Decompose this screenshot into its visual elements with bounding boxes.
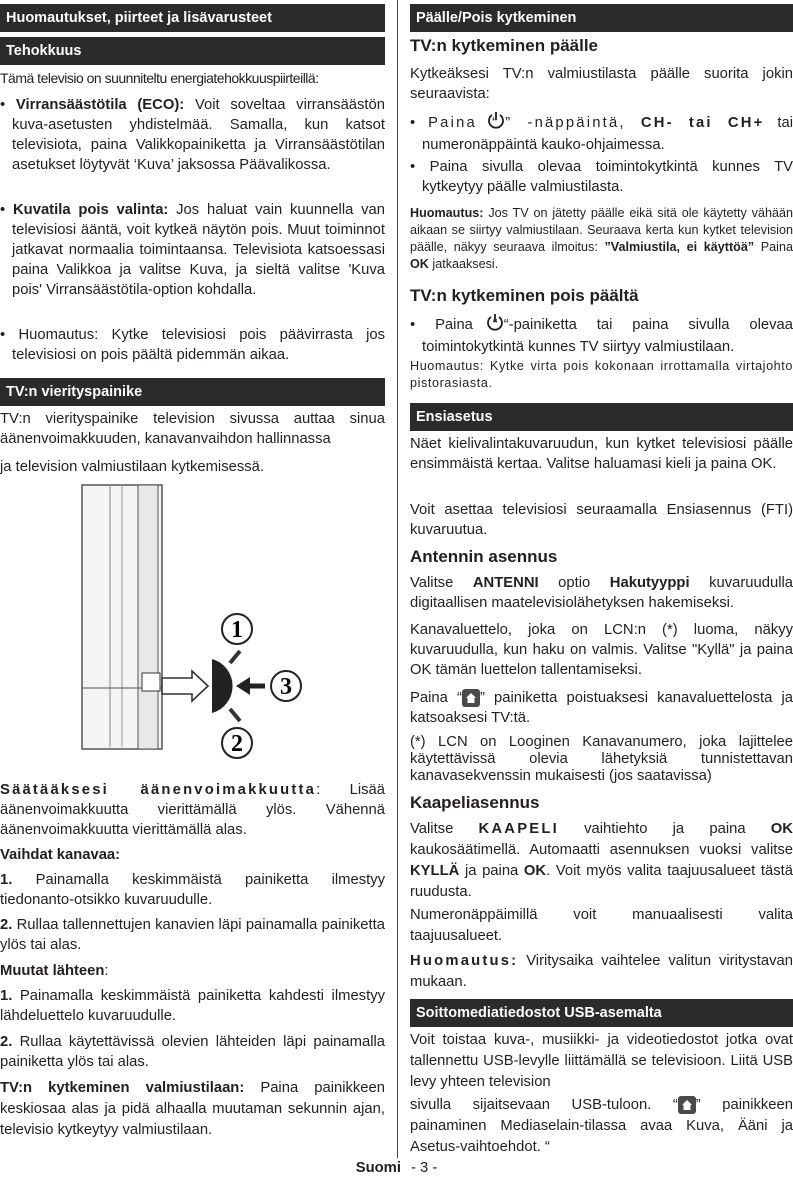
switch-on-intro: Kytkeäksesi TV:n valmiustilasta päälle suorita jokin seuraavista:: [410, 66, 793, 102]
eco-mode-title: Virransäästötila (ECO):: [15, 97, 185, 113]
antenna-paragraph-1: Valitse ANTENNI optio Hakutyyppi kuvaruudulla digitaallisen maatelevisiolähetyksen hakemiseksi.: [410, 575, 793, 611]
section-header-efficiency: Tehokkuus: [0, 37, 385, 65]
switch-on-bullet-2: • Paina sivulla olevaa toimintokytkintä kunnes TV kytkeytyy päälle valmiustilasta.: [410, 159, 793, 195]
section-header-power: Päälle/Pois kytkeminen: [410, 4, 793, 32]
channel-step-1: 1. Painamalla keskimmäistä painiketta ilmestyy tiedonanto-otsikko kuvaruudulle.: [0, 872, 385, 908]
scroll-button-diagram: [80, 483, 320, 763]
power-note-text: Huomautus: Kytke televisiosi pois päävirrasta jos televisiosi on pois päältä pidemmän aikaa.: [12, 327, 385, 363]
volume-title: Säätääksesi äänenvoimakkuutta: [0, 782, 317, 798]
source-step-1: 1. Painamalla keskimmäistä painiketta kahdesti ilmestyy lähdeluettelo kuvaruudulle.: [0, 988, 385, 1024]
picture-off-bullet: • Kuvatila pois valinta: Jos haluat vain kuunnella van televisiosi ääntä, voit kytkeä näytön pois. Muut toiminnot jatkavat normaalia toimintaansa. Televisiota katsoessasi paina Valikkoa ja valitse Kuva, ja sieltä valitse 'Kuva pois' Virransäästötila-option kohdalla.: [0, 202, 386, 298]
cable-paragraph-2: Numeronäppäimillä voit manuaalisesti valita taajuusalueet.: [410, 907, 793, 944]
volume-paragraph: [0, 780, 385, 840]
heading-antenna: Antennin asennus: [410, 547, 558, 566]
heading-cable: Kaapeliasennus: [410, 793, 540, 812]
switch-off-note: Huomautus: Kytke virta pois kokonaan irrottamalla virtajohto pistorasiasta.: [410, 359, 793, 390]
home-icon: [678, 1096, 696, 1114]
scroll-intro-2: ja television valmiustilaan kytkemisessä.: [0, 459, 264, 475]
section-header-notes: Huomautukset, piirteet ja lisävarusteet: [0, 4, 385, 32]
standby-note: Huomautus: Jos TV on jätetty päälle eikä sitä ole käytetty vähään aikaan se siirtyy valmiustilaan. Seuraava kerta kun kytket television päälle, näkyy seuraava ilmoitus: ”Valmiustila, ei käyttöä” Paina OK jatkaaksesi.: [410, 206, 793, 271]
channel-step-2: 2. Rullaa tallennettujen kanavien läpi painamalla painiketta ylös tai alas.: [0, 917, 385, 953]
standby-paragraph: TV:n kytkeminen valmiustilaan: Paina painikkeen keskiosaa alas ja pidä alhaalla muutaman sekunnin ajan, televisio kytkeytyy valmiustilaan.: [0, 1080, 385, 1138]
switch-off-bullet: • Paina “ “-painiketta tai paina sivulla olevaa toimintokytkintä kunnes TV siirtyy valmiustilaan.: [410, 313, 793, 357]
page-footer: [0, 1160, 793, 1176]
lcn-note: (*) LCN on Looginen Kanavanumero, joka lajittelee käytettävissä olevia lähetyksiä tunnistettavan kanavasekvenssin mukaisesti (jos saatavissa): [410, 734, 793, 784]
cable-paragraph-3: Huomautus: Viritysaika vaihtelee valitun viritystavan mukaan.: [410, 953, 793, 990]
eco-mode-text: Voit soveltaa virransäästön kuva-asetusten yhdistelmää. Samalla, kun katsot televisiota, paina Valikkopainiketta ja Virransäästötilan asetukset löytyvät ‘Kuva’ jaksossa Päävalikossa.: [12, 97, 386, 173]
antenna-paragraph-2: Kanavaluettelo, joka on LCN:n (*) luoma, näkyy kuvaruudulla, kun haku on valmis. Valitse "Kyllä" ja paina OK tämän luettelon tallentamiseksi.: [410, 622, 793, 678]
diagram-label-1: 1: [231, 617, 243, 643]
heading-switch-on: TV:n kytkeminen päälle: [410, 36, 599, 55]
source-step-2: 2. Rullaa käytettävissä olevien lähteiden läpi painamalla painiketta ylös tai alas.: [0, 1034, 385, 1070]
diagram-label-3: 3: [280, 674, 292, 700]
picture-off-title: Kuvatila pois valinta:: [12, 202, 169, 218]
section-header-first-setup: Ensiasetus: [410, 403, 793, 431]
antenna-paragraph-3: Paina “ ” painiketta poistuaksesi kanavaluettelosta ja katsoaksesi TV:tä.: [410, 690, 793, 726]
picture-off-text: Jos haluat vain kuunnella van televisiosi ääntä, voit kytkeä näytön pois. Muut toiminnot jatkavat normaalia toimintaansa. Televisiota katsoessasi paina Valikkoa ja valitse Kuva, ja sieltä valitse 'Kuva pois' Virransäästötila-option kohdalla.: [12, 202, 386, 298]
footer-language: Suomi: [355, 1160, 401, 1176]
fti-paragraph-2: Voit asettaa televisiosi seuraamalla Ensiasennus (FTI) kuvaruutua.: [410, 502, 793, 538]
diagram-label-2: 2: [231, 731, 243, 757]
cable-paragraph-1: Valitse KAAPELI vaihtiehto ja paina OK kaukosäätimellä. Automaatti asennuksen vuoksi valitse KYLLÄ ja paina OK. Voit myös valita taajuusalueet tästä ruudusta.: [410, 821, 793, 900]
scroll-intro-1: TV:n vierityspainike television sivussa auttaa sinua äänenvoimakkuuden, kanavanvaihdon hallinnassa: [0, 411, 385, 447]
column-divider: [397, 0, 398, 1158]
section-header-scroll-button: TV:n vierityspainike: [0, 378, 385, 406]
efficiency-intro: Tämä televisio on suunniteltu energiatehokkuuspiirteillä:: [0, 70, 319, 86]
channel-heading: Vaihdat kanavaa:: [0, 847, 121, 863]
switch-on-bullet-1: • Paina “ ” -näppäintä, CH- tai CH+ tai numeronäppäintä kauko-ohjaimessa.: [410, 111, 793, 155]
eco-mode-bullet: • Virransäästötila (ECO): Voit soveltaa virransäästön kuva-asetusten yhdistelmää. Samalla, kun katsot televisiota, paina Valikkopainiketta ja Virransäästötilan asetukset löytyvät ‘Kuva’ jaksossa Päävalikossa.: [0, 97, 386, 173]
usb-paragraph-1: Voit toistaa kuva-, musiikki- ja videotiedostot jotka ovat tallennettu USB-levylle liittämällä se televisioon. Liitä USB levy yhteen television: [410, 1032, 793, 1090]
heading-switch-off: TV:n kytkeminen pois päältä: [410, 286, 639, 305]
fti-paragraph-1: Näet kielivalintakuvaruudun, kun kytket televisiosi päälle ensimmäistä kertaa. Valitse haluamasi kieli ja paina OK.: [410, 436, 793, 472]
home-icon: [462, 689, 480, 707]
volume-text: : Lisää äänenvoimakkuutta vierittämällä ylös. Vähennä äänenvoimakkuutta vierittämällä alas.: [0, 782, 385, 838]
source-heading: Muutat lähteen:: [0, 963, 109, 979]
power-note-bullet: • Huomautus: Kytke televisiosi pois päävirrasta jos televisiosi on pois päältä pidemmän aikaa.: [0, 327, 385, 363]
section-header-usb: Soittomediatiedostot USB-asemalta: [410, 999, 793, 1027]
usb-paragraph-2: sivulla sijaitsevaan USB-tuloon. “ ” painikkeen painaminen Mediaselain-tilassa avaa Kuva, Ääni ja Asetus-vaihtoehdot. “: [410, 1097, 793, 1155]
page-number: - 3 -: [410, 1160, 438, 1176]
